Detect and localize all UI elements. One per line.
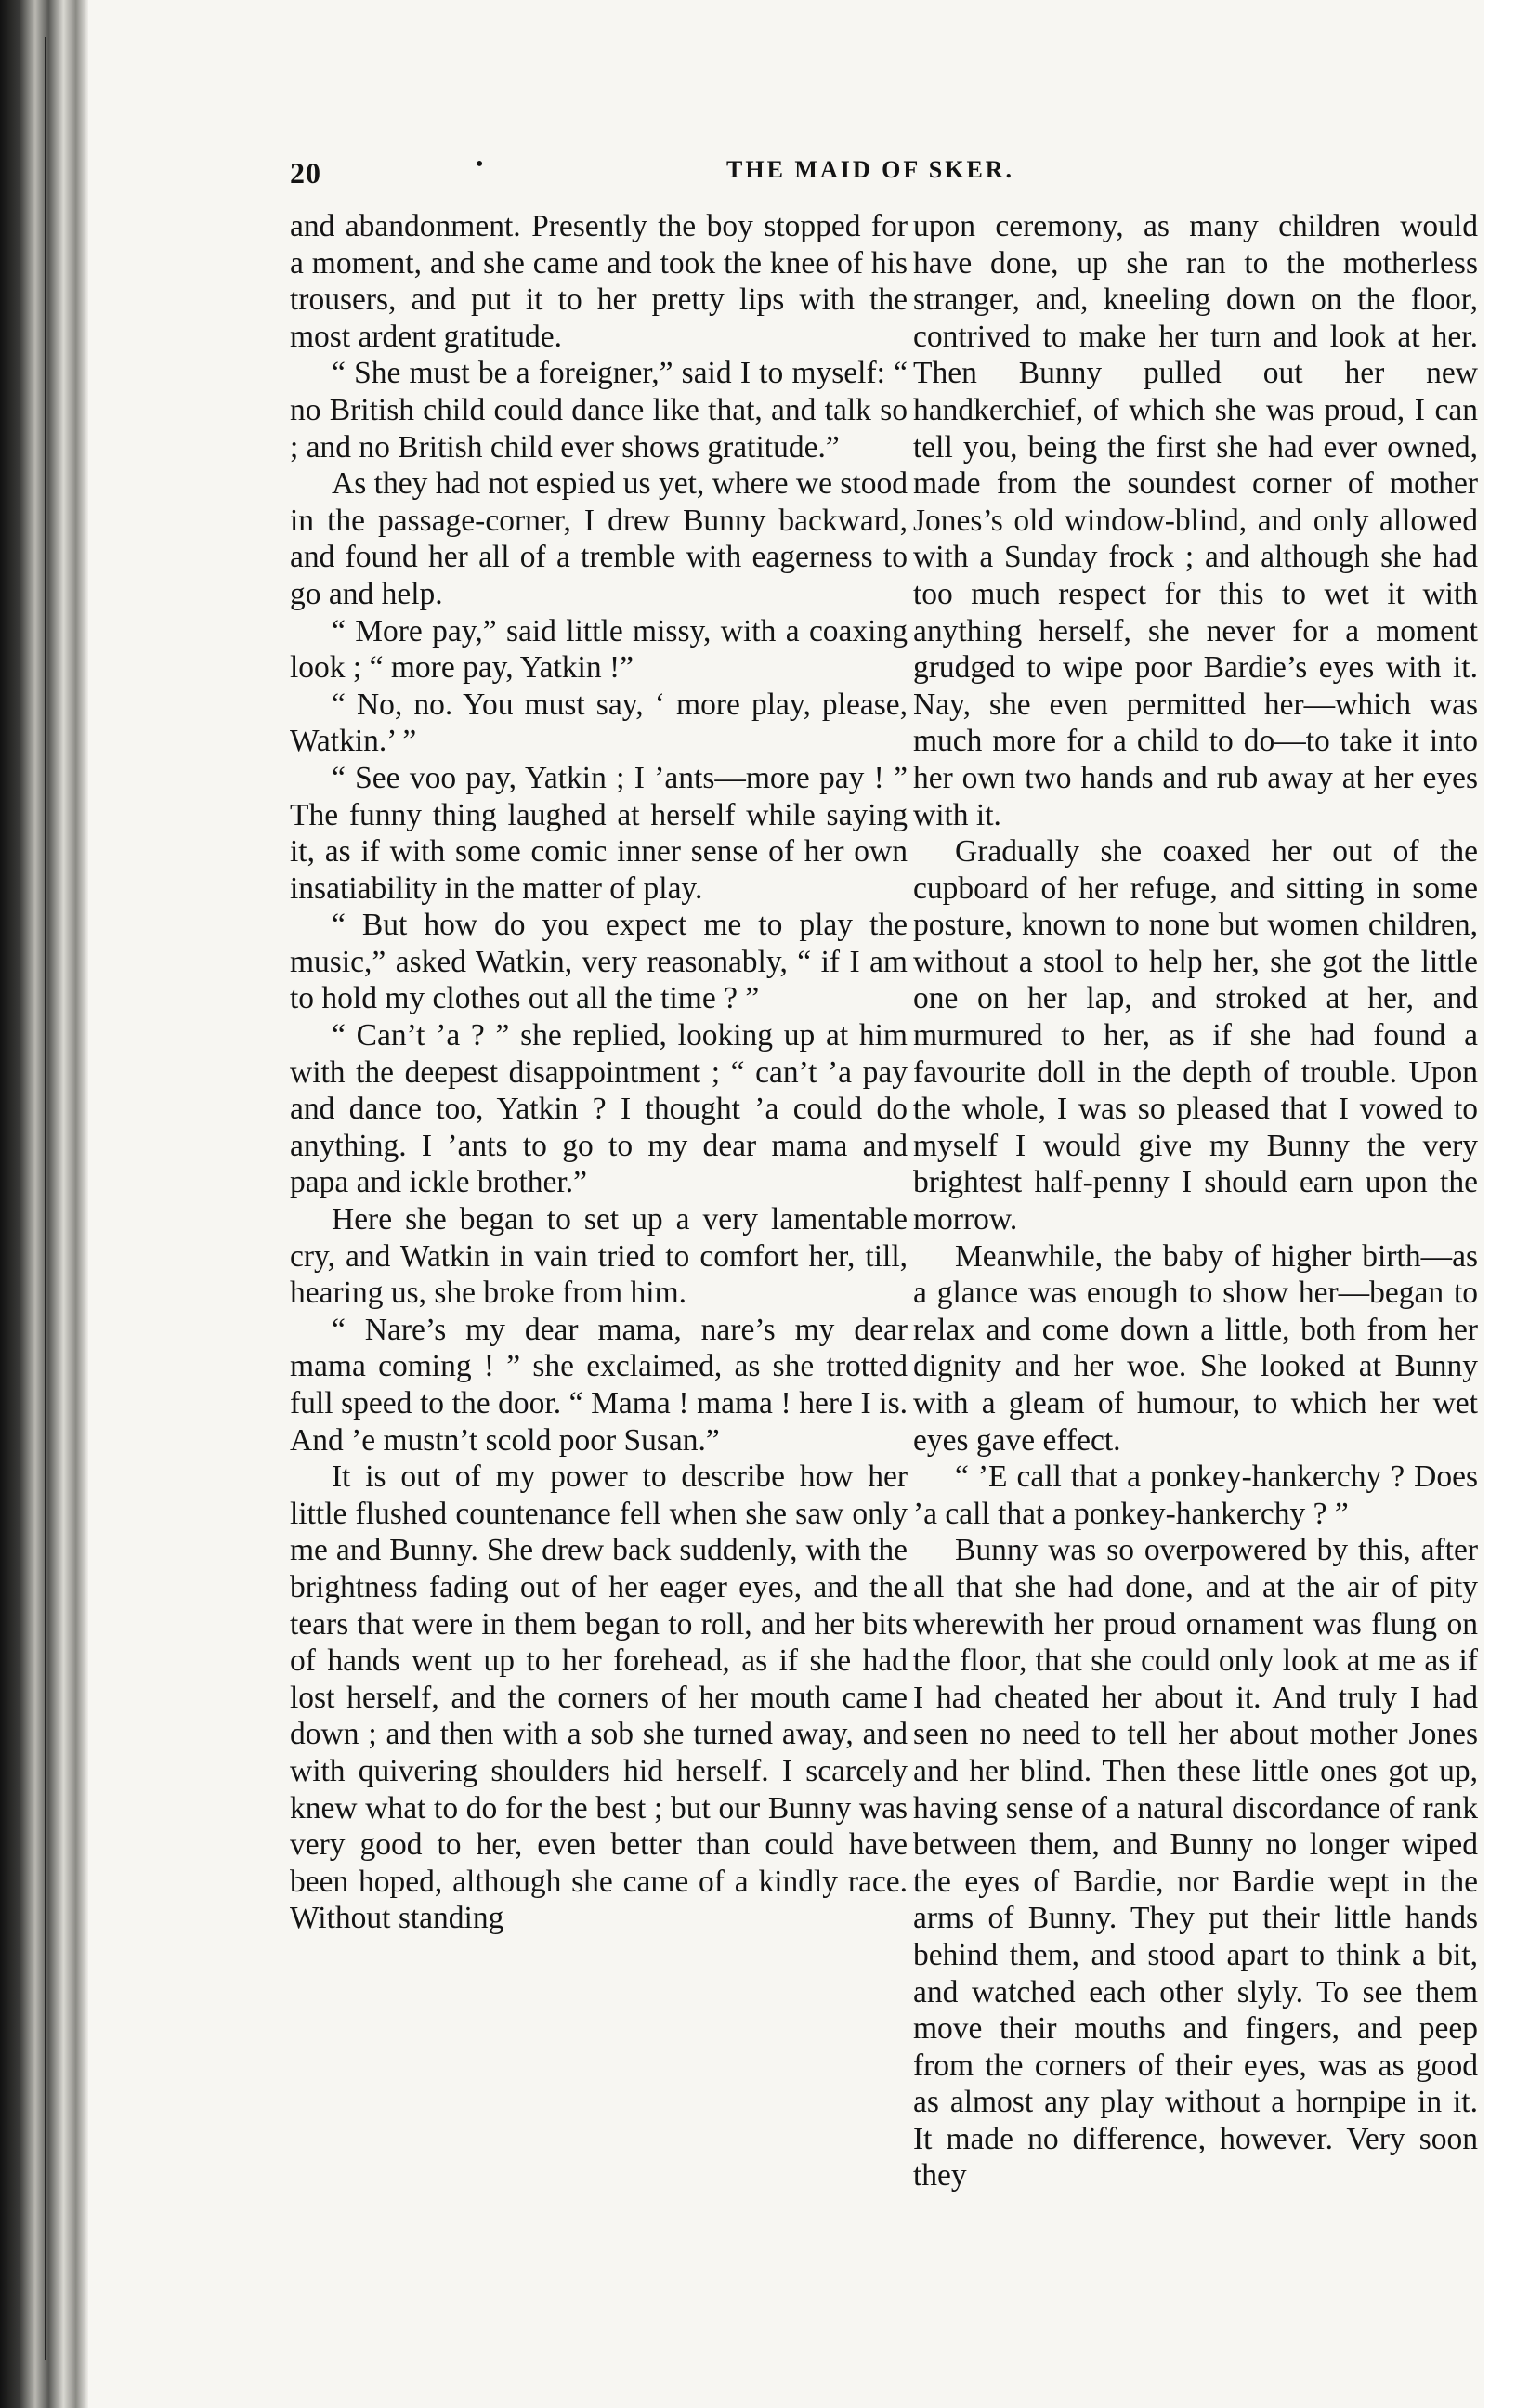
paragraph: Gradually she coaxed her out of the cupboard of her refuge, and sitting in some posture, known to none but women children, without a stool to help her, she got the little one on her lap, and stroked at her, and murmured to her, as if she had found a favourite doll in the depth of trouble. Upon the whole, I was so pleased that I vowed to myself I would give my Bunny the very brightest half-penny I should earn upon the morrow. — [913, 834, 1478, 1237]
paragraph: Here she began to set up a very lamentable cry, and Watkin in vain tried to comfort her, till, hearing us, she broke from him. — [290, 1202, 908, 1311]
header-ornament: • — [476, 152, 487, 177]
paragraph: “ More pay,” said little missy, with a coaxing look ; “ more pay, Yatkin !” — [290, 613, 908, 686]
page-header — [290, 149, 1432, 195]
paragraph: “ No, no. You must say, ‘ more play, please, Watkin.’ ” — [290, 687, 908, 759]
paragraph-continuation: upon ceremony, as many children would have done, up she ran to the motherless stranger, and, kneeling down on the floor, contrived to make her turn and look at her. Then Bunny pulled out her new handkerchief, of which she was proud, I can tell you, being the first she had ever owned, made from the soundest corner of mother Jones’s old window-blind, and only allowed with a Sunday frock ; and although she had too much respect for this to wet it with anything herself, she never for a moment grudged to wipe poor Bardie’s eyes with it. Nay, she even permitted her—which was much more for a child to do—to take it into her own two hands and rub away at her eyes with it. — [913, 209, 1478, 832]
right-text-column — [913, 208, 1478, 2194]
paragraph: “ ’E call that a ponkey-hankerchy ? Does ’a call that a ponkey-hankerchy ? ” — [913, 1459, 1478, 1531]
page-number: 20 — [290, 156, 321, 190]
paragraph: Meanwhile, the baby of higher birth—as a glance was enough to show her—began to relax and come down a little, both from her dignity and her woe. She looked at Bunny with a gleam of humour, to which her wet eyes gave effect. — [913, 1238, 1478, 1458]
page-edge — [1484, 0, 1516, 2408]
binding-crease — [45, 37, 46, 2360]
paragraph: “ But how do you expect me to play the music,” asked Watkin, very reasonably, “ if I am to hold my clothes out all the time ? ” — [290, 908, 908, 1016]
paragraph: and abandonment. Presently the boy stopped for a moment, and she came and took the knee of his trousers, and put it to her pretty lips with the most ardent gratitude. — [290, 209, 908, 354]
running-title: THE MAID OF SKER. — [726, 156, 1015, 183]
paragraph: As they had not espied us yet, where we stood in the passage-corner, I drew Bunny backward, and found her all of a tremble with eagerness to go and help. — [290, 466, 908, 611]
paragraph: “ See voo pay, Yatkin ; I ’ants—more pay ! ” The funny thing laughed at herself while saying it, as if with some comic inner sense of her own insatiability in the matter of play. — [290, 760, 908, 906]
paragraph: “ Nare’s my dear mama, nare’s my dear mama coming ! ” she exclaimed, as she trotted full speed to the door. “ Mama ! mama ! here I is. And ’e mustn’t scold poor Susan.” — [290, 1312, 908, 1458]
paragraph: It is out of my power to describe how her little flushed countenance fell when she saw only me and Bunny. She drew back suddenly, with the brightness fading out of her eager eyes, and the tears that were in them began to roll, and her bits of hands went up to her forehead, as if she had lost herself, and the corners of her mouth came down ; and then with a sob she turned away, and with quivering shoulders hid herself. I scarcely knew what to do for the best ; but our Bunny was very good to her, even better than could have been hoped, although she came of a kindly race. Without standing — [290, 1459, 908, 1936]
paragraph: “ She must be a foreigner,” said I to myself: “ no British child could dance like that, and talk so ; and no British child ever shows gratitude.” — [290, 356, 908, 465]
paragraph: Bunny was so overpowered by this, after all that she had done, and at the air of pity wherewith her proud ornament was flung on the floor, that she could only look at me as if I had cheated her about it. And truly I had seen no need to tell her about mother Jones and her blind. Then these little ones got up, having sense of a natural discordance of rank between them, and Bunny no longer wiped the eyes of Bardie, nor Bardie wept in the arms of Bunny. They put their little hands behind them, and stood apart to think a bit, and watched each other slyly. To see them move their mouths and fingers, and peep from the corners of their eyes, was as good as almost any play without a hornpipe in it. It made no difference, however. Very soon they — [913, 1533, 1478, 2193]
left-text-column — [290, 208, 908, 1937]
paragraph: “ Can’t ’a ? ” she replied, looking up at him with the deepest disappointment ; “ can’t ’a pay and dance too, Yatkin ? I thought ’a could do anything. I ’ants to go to my dear mama and papa and ickle brother.” — [290, 1018, 908, 1200]
